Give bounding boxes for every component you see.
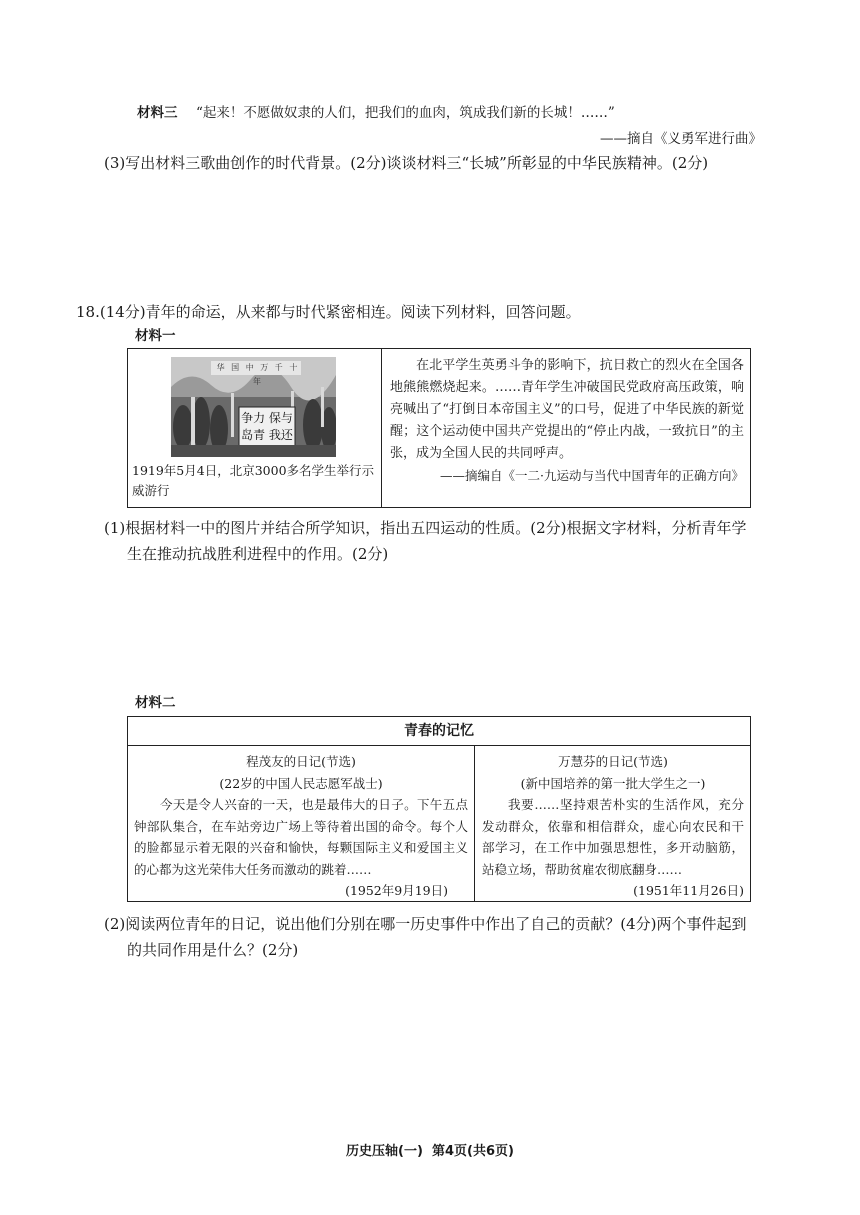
diary-wan-subtitle: (新中国培养的第一批大学生之一) (520, 775, 706, 791)
table-divider (474, 745, 475, 901)
material-3-label: 材料三 (137, 105, 178, 121)
diary-cheng-subtitle: (22岁的中国人民志愿军战士) (219, 775, 383, 791)
diary-wan-body: 我要……坚持艰苦朴实的生活作风，充分发动群众，依靠和相信群众，虚心向农民和干部学习，在工作中加强思想性，多开动脑筋，站稳立场，帮助贫雇农彻底翻身…… (482, 797, 744, 877)
may-fourth-photo (171, 357, 336, 457)
diary-wan (482, 751, 744, 902)
diary-wan-date: (1951年11月26日) (633, 883, 744, 898)
photo-sign-text: 争力 保与 岛青 我还 (241, 411, 293, 442)
material-1-text-block (390, 355, 744, 487)
diary-wan-title: 万慧芬的日记(节选) (558, 754, 668, 769)
question-18-1-line1: (1)根据材料一中的图片并结合所学知识，指出五四运动的性质。(2分)根据文字材料，分析青年学 (104, 519, 747, 537)
question-18-2-line1: (2)阅读两位青年的日记，说出他们分别在哪一历史事件中作出了自己的贡献？(4分)两个事件起到 (104, 915, 747, 933)
question-17-3: (3)写出材料三歌曲创作的时代背景。(2分)谈谈材料三“长城”所彰显的中华民族精神。(2分) (104, 154, 709, 172)
page-footer: 历史压轴(一) 第4页(共6页) (346, 1144, 514, 1159)
material-1-text: 在北平学生英勇斗争的影响下，抗日救亡的烈火在全国各地熊熊燃烧起来。……青年学生冲破国民党政府高压政策，响亮喊出了“打倒日本帝国主义”的口号，促进了中华民族的新觉醒；这个运动使中国共产党提出的“停止内战，一致抗日”的主张，成为全国人民的共同呼声。 (390, 358, 744, 461)
diary-cheng (134, 751, 468, 902)
material-2-label: 材料二 (135, 695, 176, 711)
question-18-1-line2: 生在推动抗战胜利进程中的作用。(2分) (127, 545, 389, 563)
photo-caption: 1919年5月4日，北京3000多名学生举行示威游行 (132, 463, 375, 498)
diary-cheng-title: 程茂友的日记(节选) (246, 754, 356, 769)
material-2-title: 青春的记忆 (128, 717, 750, 746)
question-18-stem: 18.(14分)青年的命运，从来都与时代紧密相连。阅读下列材料，回答问题。 (76, 303, 581, 321)
material-1-table (127, 348, 751, 508)
material-3-quote: “起来！不愿做奴隶的人们，把我们的血肉，筑成我们新的长城！……” (196, 105, 615, 121)
question-18-2-line2: 的共同作用是什么？(2分) (127, 941, 299, 959)
diary-cheng-body: 今天是令人兴奋的一天，也是最伟大的日子。下午五点钟部队集合，在车站旁边广场上等待着出国的命令。每个人的脸都显示着无限的兴奋和愉快，每颗国际主义和爱国主义的心都为这光荣伟大任务而激动的跳着…… (134, 797, 468, 877)
photo-banner-text: 华 国 中 万 千 十 年 (216, 363, 300, 386)
material-2-table (127, 716, 751, 902)
material-3-source: ——摘自《义勇军进行曲》 (600, 131, 762, 147)
material-1-label: 材料一 (135, 328, 176, 344)
material-1-source: ——摘编自《一二·九运动与当代中国青年的正确方向》 (440, 468, 744, 483)
table-divider (381, 349, 382, 507)
diary-cheng-date: (1952年9月19日) (345, 883, 448, 898)
